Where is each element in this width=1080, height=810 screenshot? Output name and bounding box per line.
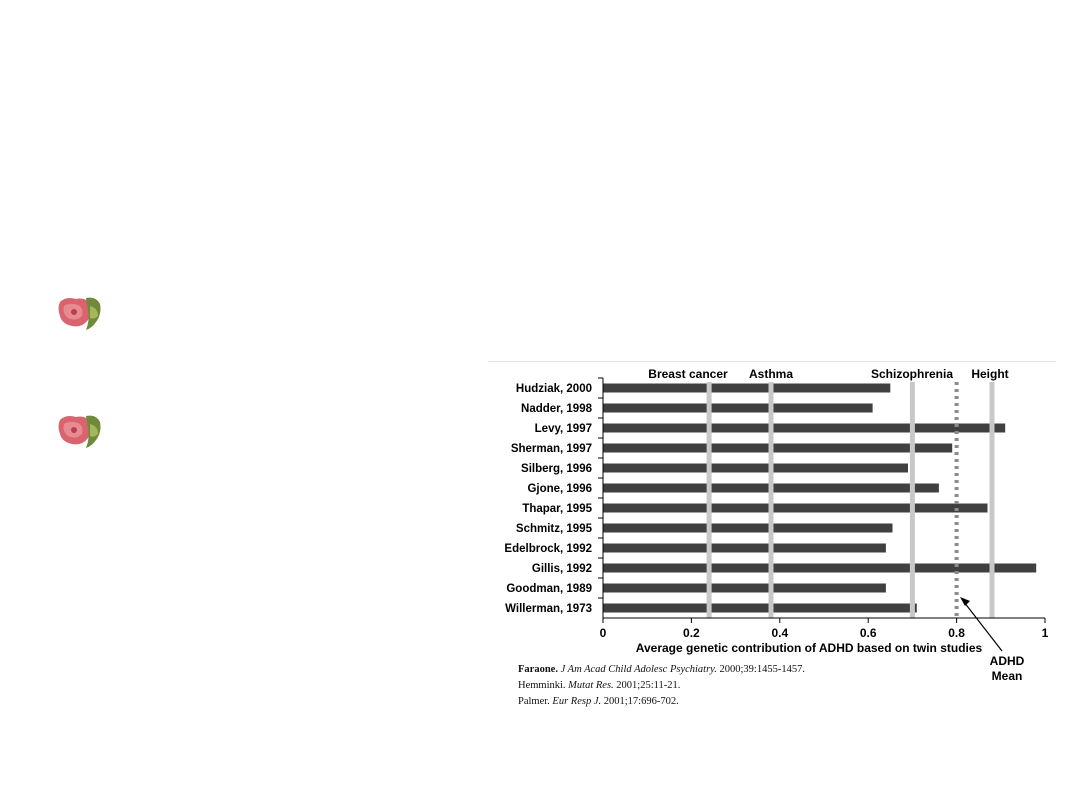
x-tick-label: 0.2 xyxy=(683,626,700,640)
category-label: Silberg, 1996 xyxy=(521,463,592,475)
reference-line xyxy=(990,382,995,618)
x-tick-label: 0 xyxy=(599,626,607,640)
reference-line xyxy=(910,382,915,618)
bar xyxy=(603,604,917,613)
category-label: Goodman, 1989 xyxy=(506,583,592,595)
x-tick-label: 1 xyxy=(1041,626,1049,640)
mean-arrow-head xyxy=(960,597,970,606)
reference-label: Height xyxy=(971,367,1009,381)
bar xyxy=(603,404,873,413)
bar xyxy=(603,444,952,453)
reference-label: Schizophrenia xyxy=(870,367,954,381)
x-axis-label: Average genetic contribution of ADHD based on twin studies xyxy=(635,641,983,655)
reference-line xyxy=(518,694,805,710)
reference-line xyxy=(518,678,805,694)
reference-journal: Mutat Res. xyxy=(568,680,614,691)
x-tick-label: 0.6 xyxy=(859,626,877,640)
mean-label: Mean xyxy=(991,669,1023,683)
reference-author: Faraone. xyxy=(518,664,558,675)
reference-line xyxy=(518,662,805,678)
reference-label: Breast cancer xyxy=(648,367,728,381)
reference-details: 2001;25:11-21. xyxy=(616,680,681,691)
category-label: Thapar, 1995 xyxy=(522,503,592,515)
reference-author: Palmer. xyxy=(518,696,550,707)
bar xyxy=(603,384,890,393)
x-tick-label: 0.8 xyxy=(948,626,965,640)
bar xyxy=(603,424,1005,433)
category-label: Gillis, 1992 xyxy=(531,563,592,575)
mean-label: ADHD xyxy=(989,654,1025,668)
bar xyxy=(603,464,908,473)
category-label: Edelbrock, 1992 xyxy=(504,543,592,555)
references xyxy=(518,662,805,710)
category-label: Gjone, 1996 xyxy=(527,483,592,495)
category-label: Levy, 1997 xyxy=(534,423,592,435)
reference-journal: J Am Acad Child Adolesc Psychiatry. xyxy=(560,664,717,675)
category-label: Hudziak, 2000 xyxy=(515,383,592,395)
bar xyxy=(603,504,988,513)
category-label: Sherman, 1997 xyxy=(510,443,592,455)
reference-line xyxy=(769,382,774,618)
reference-details: 2001;17:696-702. xyxy=(603,696,679,707)
reference-details: 2000;39:1455-1457. xyxy=(719,664,805,675)
reference-journal: Eur Resp J. xyxy=(552,696,602,707)
x-tick-label: 0.4 xyxy=(771,626,789,640)
bar xyxy=(603,584,886,593)
bar xyxy=(603,544,886,553)
category-label: Willerman, 1973 xyxy=(505,603,592,615)
bar xyxy=(603,564,1036,573)
category-label: Schmitz, 1995 xyxy=(515,523,592,535)
category-label: Nadder, 1998 xyxy=(521,403,592,415)
reference-line xyxy=(707,382,712,618)
reference-label: Asthma xyxy=(748,367,794,381)
reference-author: Hemminki. xyxy=(518,680,566,691)
bar xyxy=(603,524,893,533)
